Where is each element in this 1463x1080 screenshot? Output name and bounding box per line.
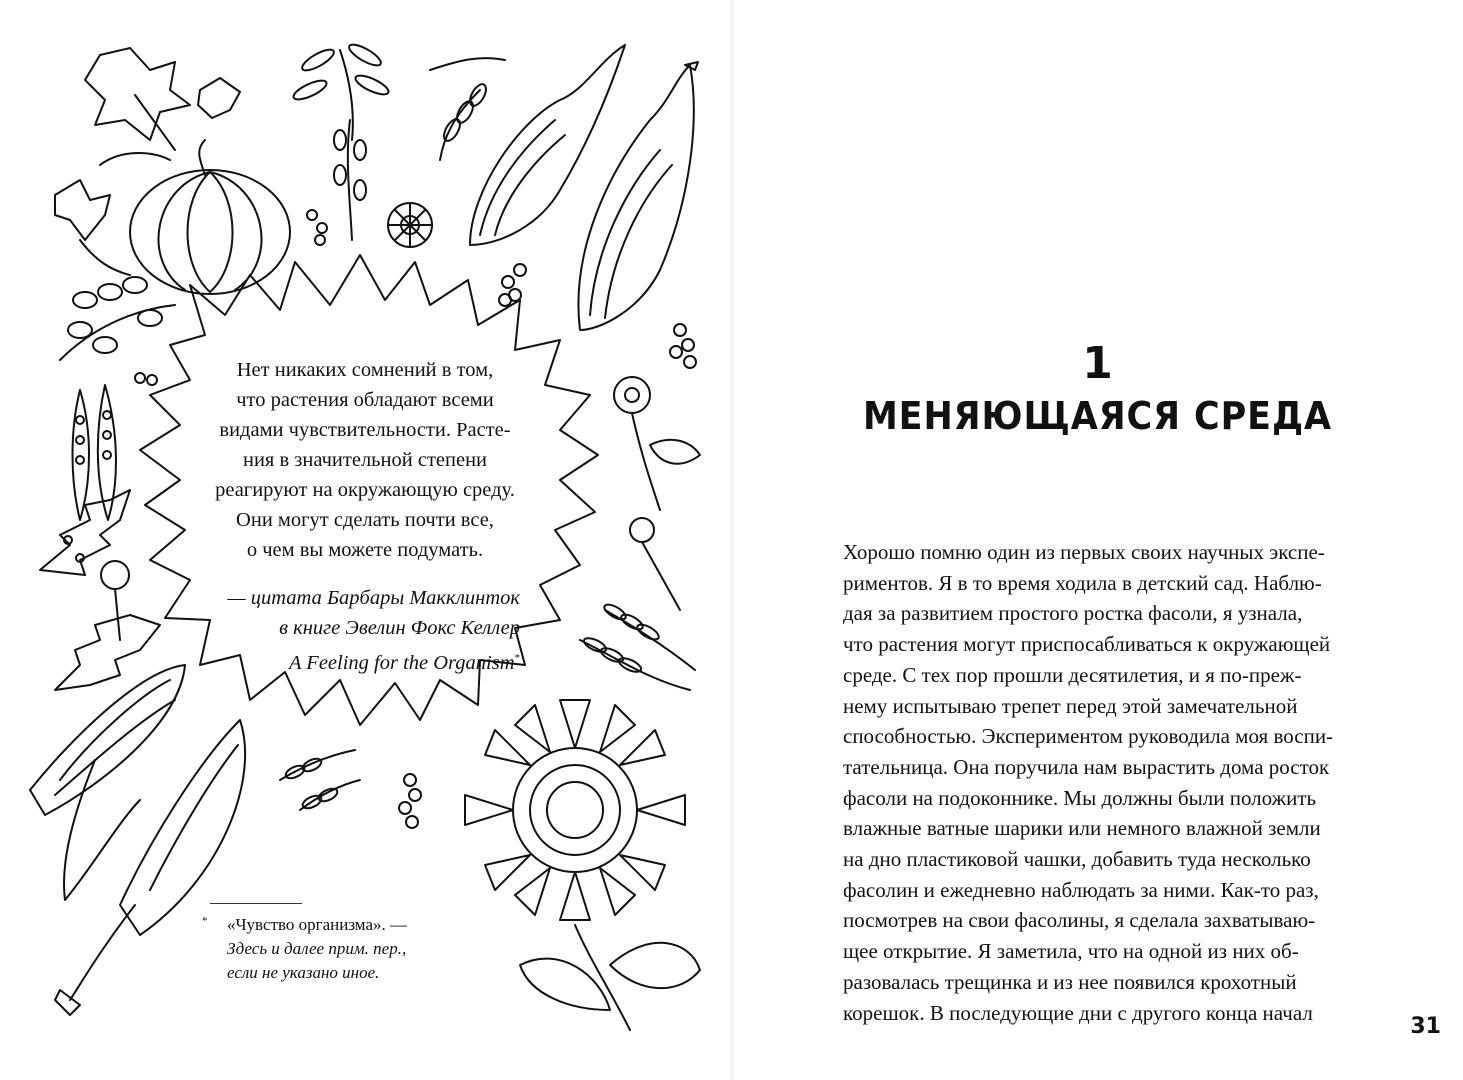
footnote-line: Здесь и далее прим. пер., <box>227 939 407 958</box>
body-line: что растения могут приспосабливаться к окружающей <box>843 632 1331 657</box>
attribution-line <box>170 643 520 678</box>
attribution-line: в книге Эвелин Фокс Келлер <box>279 617 520 639</box>
book-title: A Feeling for the Organism <box>289 651 515 674</box>
quote-line: реагируют на окружающую среду. <box>215 479 515 501</box>
chapter-number: 1 <box>1082 338 1113 389</box>
body-line: влажные ватные шарики или немного влажной земли <box>843 816 1321 841</box>
quote-line: ния в значительной степени <box>242 449 488 471</box>
body-line: способностью. Экспериментом руководила моя воспи- <box>843 724 1334 749</box>
body-line: на дно пластиковой чашки, добавить туда несколько <box>843 847 1311 872</box>
quote-line: Они могут сделать почти все, <box>236 509 494 531</box>
body-line: посмотрев на свои фасолины, я сделала захватываю- <box>843 908 1316 933</box>
quote-line: что растения обладают всеми <box>236 389 494 411</box>
pea-pod-icon <box>64 385 116 562</box>
epigraph-quote <box>170 355 560 678</box>
berry-sprig-icon <box>60 277 175 385</box>
quote-line: Нет никаких сомнений в том, <box>236 359 494 381</box>
body-line: тательница. Она поручила нам вырастить дома росток <box>843 754 1330 779</box>
footnote-divider <box>210 903 302 904</box>
footnote-line: «Чувство организма». — <box>227 915 407 934</box>
corn-cob-icon <box>30 665 245 1015</box>
wheat-icon <box>430 58 505 160</box>
chapter-body <box>843 537 1343 1028</box>
footnote-reference: * <box>514 652 520 664</box>
daisy-icon <box>614 377 700 610</box>
dandelion-icon <box>40 490 160 690</box>
daisy-icon <box>388 203 432 247</box>
pumpkin-icon <box>130 140 290 294</box>
wheat-icon <box>280 750 421 828</box>
quote-line: о чем вы можете подумать. <box>246 539 484 561</box>
sunflower-icon <box>465 700 700 1030</box>
right-page <box>732 0 1463 1080</box>
body-line: дая за развитием простого ростка фасоли, я узнала, <box>843 601 1303 626</box>
body-line: нему испытываю трепет перед этой замечательной <box>843 693 1298 718</box>
body-line: фасолин и ежедневно наблюдать за ними. Как-то раз, <box>843 877 1319 902</box>
quote-line: видами чувствительности. Расте- <box>219 419 511 441</box>
leaf-icon <box>55 48 240 275</box>
footnote-marker: * <box>202 915 208 927</box>
body-line: фасоли на подоконнике. Мы должны были положить <box>843 785 1317 810</box>
page-number: 31 <box>1410 1014 1441 1039</box>
footnote-line: если не указано иное. <box>227 963 380 982</box>
quote-attribution <box>170 583 520 678</box>
attribution-line: — цитата Барбары Макклинток <box>227 587 520 609</box>
body-line: разовалась трещинка и из нее появился крохотный <box>843 969 1297 994</box>
body-line: корешок. В последующие дни с другого конца начал <box>843 1000 1313 1025</box>
chapter-title: МЕНЯЮЩАЯСЯ СРЕДА <box>862 394 1333 438</box>
wheat-icon <box>580 602 695 690</box>
body-line: среде. С тех пор прошли десятилетия, и я по-преж- <box>843 662 1302 687</box>
body-line: Хорошо помню один из первых своих научных экспе- <box>843 540 1325 564</box>
body-line: риментов. Я в то время ходила в детский сад. Наблю- <box>843 570 1322 595</box>
body-line: щее открытие. Я заметила, что на одной из них об- <box>843 939 1299 964</box>
berry-sprig-icon <box>291 41 391 245</box>
